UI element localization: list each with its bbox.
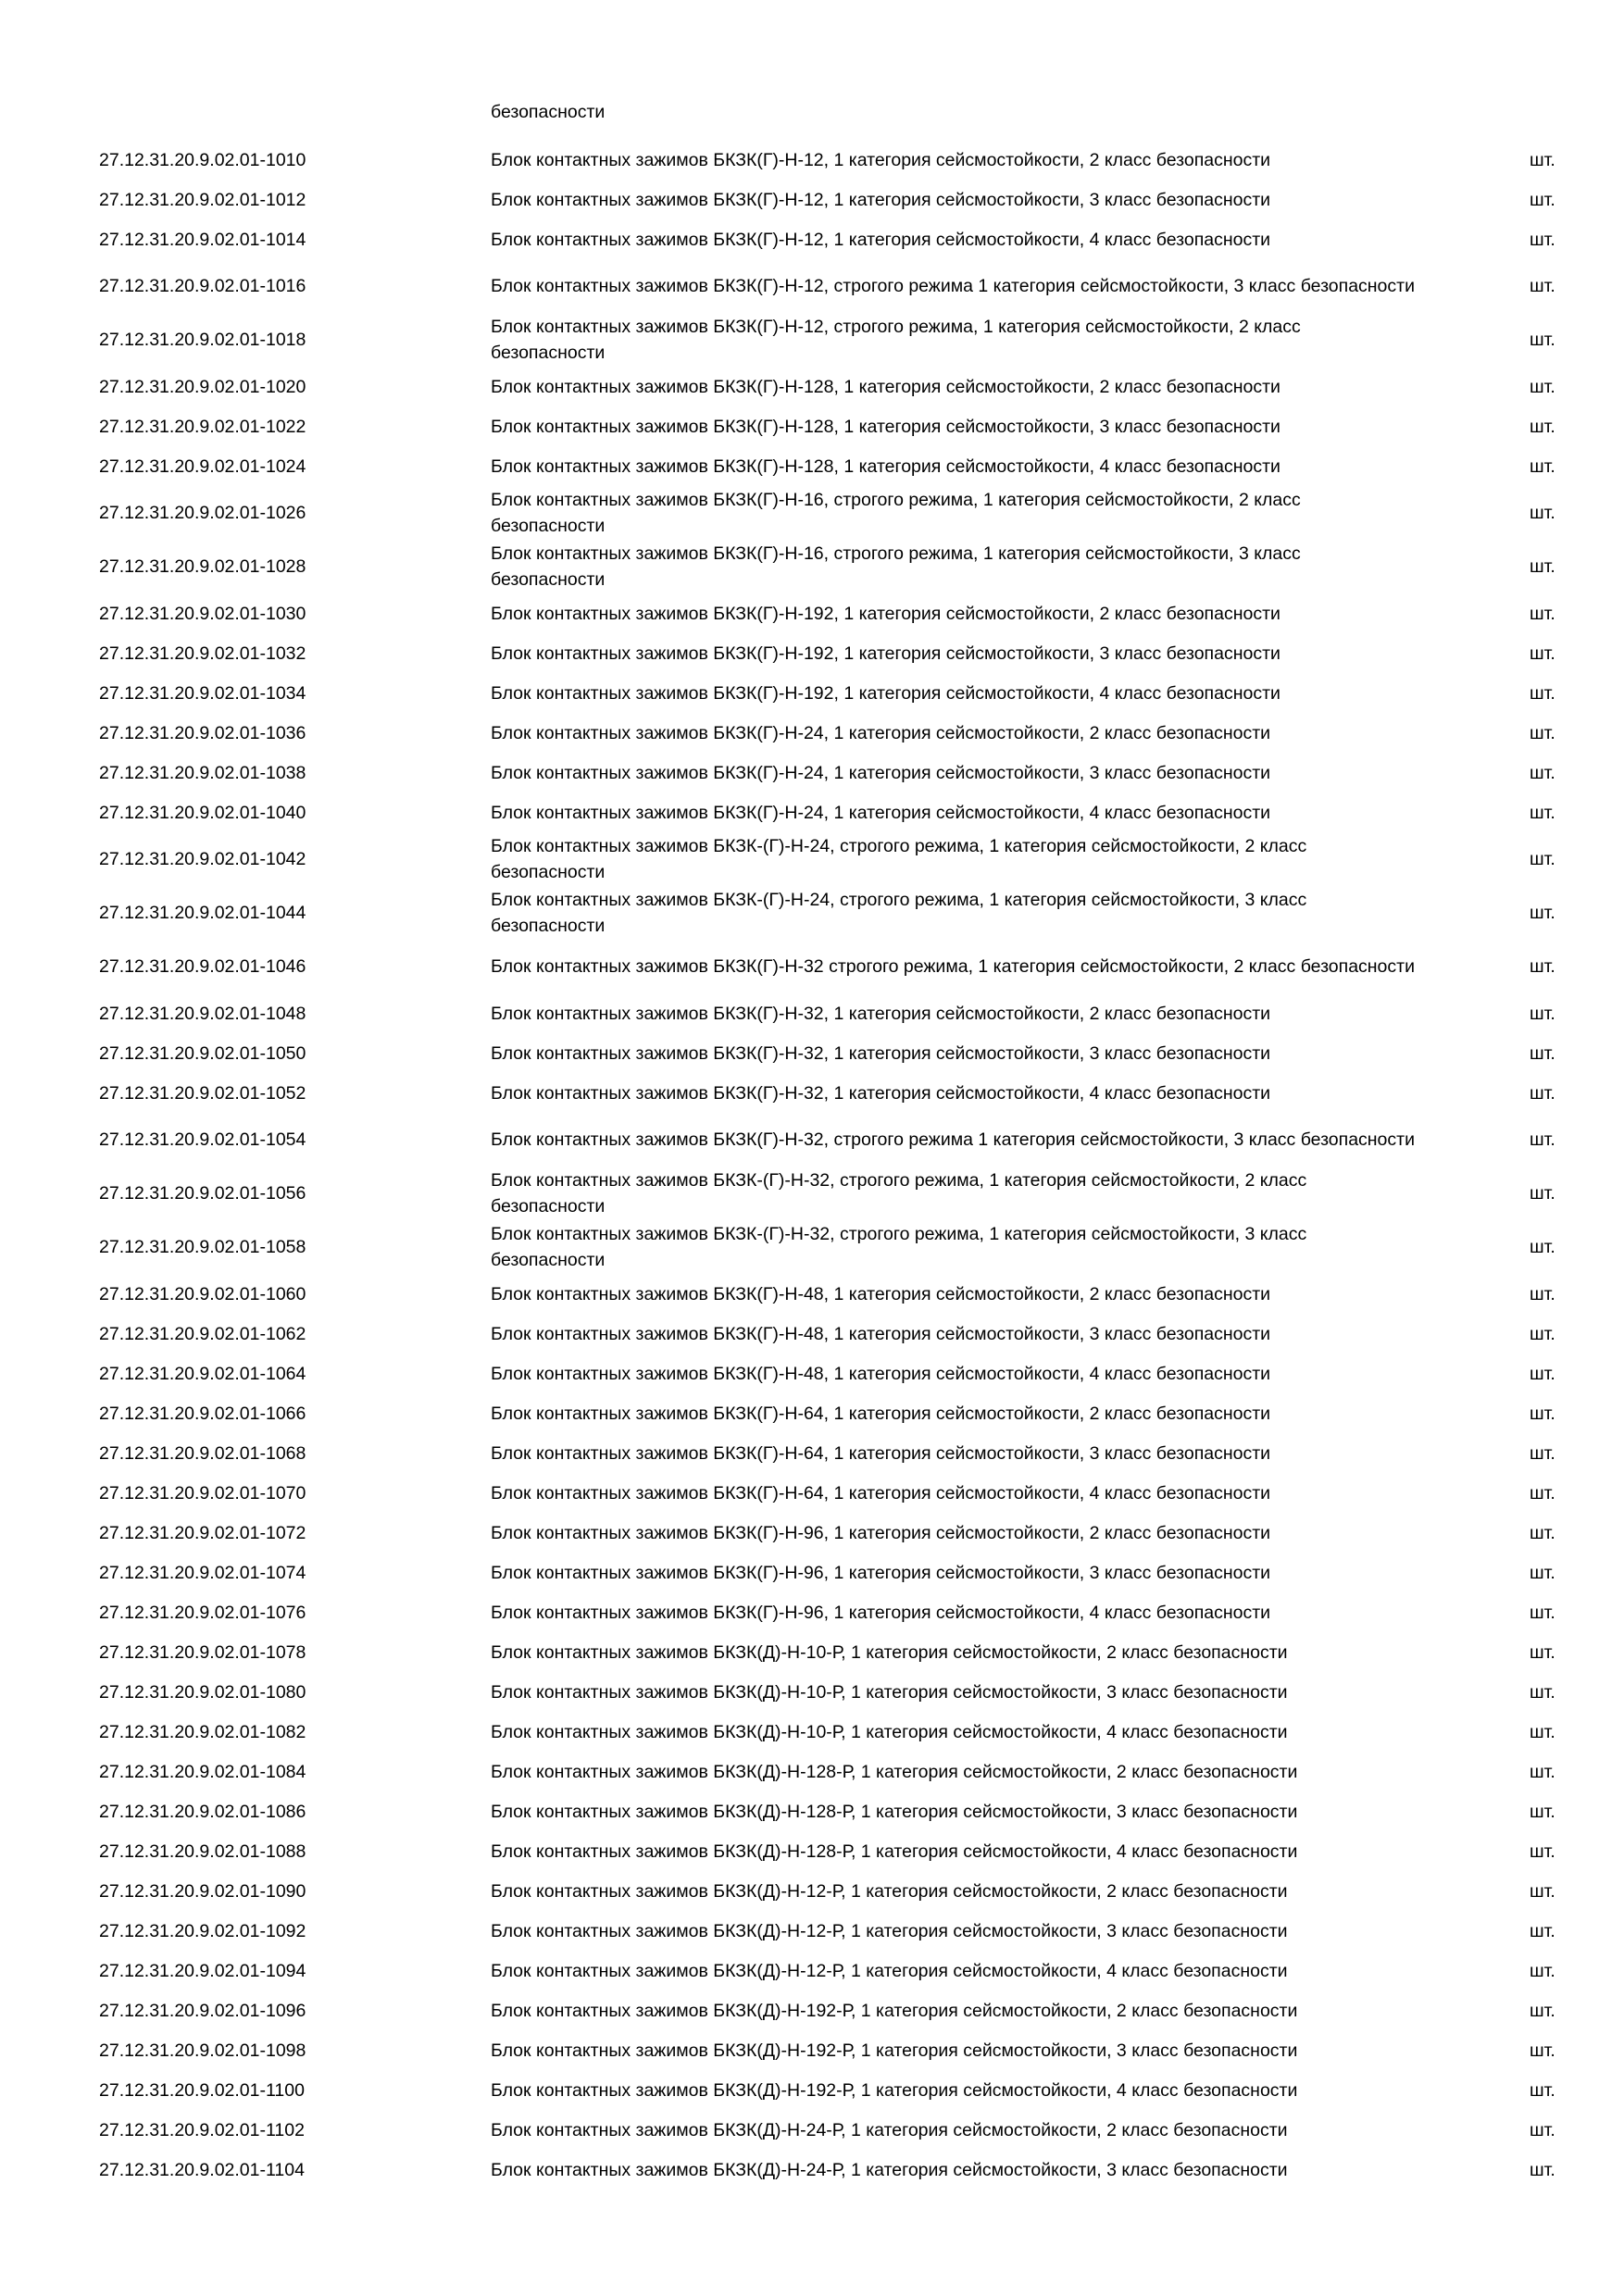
row-code: 27.12.31.20.9.02.01-1098 — [99, 2040, 306, 2061]
row-name: Блок контактных зажимов БКЗК(Г)-Н-96, 1 категория сейсмостойкости, 2 класс безопасности — [491, 1522, 1271, 1543]
row-name: Блок контактных зажимов БКЗК(Г)-Н-12, 1 категория сейсмостойкости, 2 класс безопасности — [491, 149, 1271, 170]
row-name: Блок контактных зажимов БКЗК(Г)-Н-24, 1 категория сейсмостойкости, 2 класс безопасности — [491, 722, 1271, 743]
table-row — [0, 219, 1624, 259]
row-unit: шт. — [1530, 1283, 1555, 1304]
table-row — [0, 673, 1624, 713]
row-name: Блок контактных зажимов БКЗК-(Г)-Н-32, строгого режима, 1 категория сейсмостойкости, 3 класс безопасности — [491, 1224, 1307, 1270]
row-code: 27.12.31.20.9.02.01-1072 — [99, 1522, 306, 1543]
row-unit: шт. — [1530, 2119, 1555, 2140]
row-name: Блок контактных зажимов БКЗК(Д)-Н-24-Р, 1 категория сейсмостойкости, 3 класс безопасности — [491, 2159, 1288, 2180]
row-name: Блок контактных зажимов БКЗК(Г)-Н-32, 1 категория сейсмостойкости, 3 класс безопасности — [491, 1042, 1271, 1064]
row-name: Блок контактных зажимов БКЗК(Г)-Н-12, 1 категория сейсмостойкости, 4 класс безопасности — [491, 229, 1271, 250]
row-name: Блок контактных зажимов БКЗК(Г)-Н-64, 1 категория сейсмостойкости, 2 класс безопасности — [491, 1403, 1271, 1424]
row-unit: шт. — [1530, 1562, 1555, 1583]
row-code: 27.12.31.20.9.02.01-1104 — [99, 2159, 305, 2180]
row-unit: шт. — [1530, 1761, 1555, 1782]
row-name: Блок контактных зажимов БКЗК(Г)-Н-48, 1 категория сейсмостойкости, 4 класс безопасности — [491, 1363, 1271, 1384]
row-code: 27.12.31.20.9.02.01-1050 — [99, 1042, 306, 1064]
row-code: 27.12.31.20.9.02.01-1010 — [99, 149, 306, 170]
row-unit: шт. — [1530, 1003, 1555, 1024]
table-row — [0, 1951, 1624, 1990]
table-row — [0, 832, 1624, 886]
row-name: Блок контактных зажимов БКЗК(Г)-Н-96, 1 категория сейсмостойкости, 4 класс безопасности — [491, 1602, 1271, 1623]
row-name: Блок контактных зажимов БКЗК(Д)-Н-10-Р, 1 категория сейсмостойкости, 4 класс безопасности — [491, 1721, 1288, 1742]
price-table — [0, 140, 1624, 2190]
row-unit: шт. — [1530, 1960, 1555, 1981]
table-row — [0, 1393, 1624, 1433]
row-name: Блок контактных зажимов БКЗК(Г)-Н-32 строгого режима, 1 категория сейсмостойкости, 2 класс безопасности — [491, 956, 1415, 977]
row-code: 27.12.31.20.9.02.01-1084 — [99, 1761, 306, 1782]
row-name: Блок контактных зажимов БКЗК(Г)-Н-16, строгого режима, 1 категория сейсмостойкости, 2 класс безопасности — [491, 490, 1301, 536]
row-name: Блок контактных зажимов БКЗК(Д)-Н-192-Р, 1 категория сейсмостойкости, 4 класс безопасности — [491, 2079, 1298, 2101]
row-name: Блок контактных зажимов БКЗК(Д)-Н-12-Р, 1 категория сейсмостойкости, 4 класс безопасности — [491, 1960, 1288, 1981]
row-code: 27.12.31.20.9.02.01-1090 — [99, 1880, 306, 1902]
row-name: Блок контактных зажимов БКЗК(Г)-Н-64, 1 категория сейсмостойкости, 4 класс безопасности — [491, 1482, 1271, 1504]
row-code: 27.12.31.20.9.02.01-1034 — [99, 682, 306, 704]
table-row — [0, 1073, 1624, 1113]
row-name: Блок контактных зажимов БКЗК(Д)-Н-192-Р, 1 категория сейсмостойкости, 2 класс безопасности — [491, 2000, 1298, 2021]
row-code: 27.12.31.20.9.02.01-1022 — [99, 416, 306, 437]
row-name: Блок контактных зажимов БКЗК-(Г)-Н-32, строгого режима, 1 категория сейсмостойкости, 2 класс безопасности — [491, 1170, 1307, 1217]
table-row — [0, 1791, 1624, 1831]
row-unit: шт. — [1530, 1363, 1555, 1384]
table-row — [0, 633, 1624, 673]
table-row — [0, 792, 1624, 832]
row-code: 27.12.31.20.9.02.01-1030 — [99, 603, 306, 624]
row-name: Блок контактных зажимов БКЗК(Г)-Н-32, 1 категория сейсмостойкости, 2 класс безопасности — [491, 1003, 1271, 1024]
row-name: Блок контактных зажимов БКЗК(Д)-Н-10-Р, 1 категория сейсмостойкости, 3 класс безопасности — [491, 1681, 1288, 1703]
row-unit: шт. — [1530, 455, 1555, 477]
row-name: Блок контактных зажимов БКЗК(Г)-Н-48, 1 категория сейсмостойкости, 3 класс безопасности — [491, 1323, 1271, 1344]
row-unit: шт. — [1530, 956, 1555, 977]
table-row — [0, 1354, 1624, 1393]
row-code: 27.12.31.20.9.02.01-1062 — [99, 1323, 306, 1344]
table-row — [0, 406, 1624, 446]
row-unit: шт. — [1530, 1721, 1555, 1742]
row-unit: шт. — [1530, 849, 1555, 869]
row-name: Блок контактных зажимов БКЗК(Д)-Н-12-Р, 1 категория сейсмостойкости, 3 класс безопасности — [491, 1920, 1288, 1941]
row-name: Блок контактных зажимов БКЗК(Г)-Н-192, 1 категория сейсмостойкости, 3 класс безопасности — [491, 643, 1280, 664]
row-code: 27.12.31.20.9.02.01-1068 — [99, 1442, 306, 1464]
row-name: Блок контактных зажимов БКЗК-(Г)-Н-24, строгого режима, 1 категория сейсмостойкости, 3 класс безопасности — [491, 890, 1307, 936]
row-code: 27.12.31.20.9.02.01-1096 — [99, 2000, 306, 2021]
row-code: 27.12.31.20.9.02.01-1094 — [99, 1960, 306, 1981]
table-row — [0, 1672, 1624, 1712]
row-name: Блок контактных зажимов БКЗК(Г)-Н-32, 1 категория сейсмостойкости, 4 класс безопасности — [491, 1082, 1271, 1104]
row-unit: шт. — [1530, 1522, 1555, 1543]
table-row — [0, 446, 1624, 486]
row-unit: шт. — [1530, 1602, 1555, 1623]
row-name: Блок контактных зажимов БКЗК(Д)-Н-24-Р, 1 категория сейсмостойкости, 2 класс безопасности — [491, 2119, 1288, 2140]
table-row — [0, 180, 1624, 219]
table-row — [0, 2070, 1624, 2110]
row-code: 27.12.31.20.9.02.01-1042 — [99, 849, 306, 869]
table-row — [0, 367, 1624, 406]
row-unit: шт. — [1530, 903, 1555, 923]
row-code: 27.12.31.20.9.02.01-1018 — [99, 330, 306, 350]
row-unit: шт. — [1530, 503, 1555, 523]
row-name: Блок контактных зажимов БКЗК(Д)-Н-12-Р, 1 категория сейсмостойкости, 2 класс безопасности — [491, 1880, 1288, 1902]
row-code: 27.12.31.20.9.02.01-1046 — [99, 956, 306, 977]
row-code: 27.12.31.20.9.02.01-1078 — [99, 1641, 306, 1663]
row-unit: шт. — [1530, 2159, 1555, 2180]
row-code: 27.12.31.20.9.02.01-1044 — [99, 903, 306, 923]
row-name: Блок контактных зажимов БКЗК(Г)-Н-12, строгого режима, 1 категория сейсмостойкости, 2 класс безопасности — [491, 317, 1301, 363]
table-row — [0, 940, 1624, 993]
table-row — [0, 2150, 1624, 2190]
row-code: 27.12.31.20.9.02.01-1012 — [99, 189, 306, 210]
row-name: Блок контактных зажимов БКЗК(Д)-Н-128-Р, 1 категория сейсмостойкости, 2 класс безопасности — [491, 1761, 1298, 1782]
row-unit: шт. — [1530, 1482, 1555, 1504]
table-row — [0, 1712, 1624, 1752]
row-unit: шт. — [1530, 1641, 1555, 1663]
row-code: 27.12.31.20.9.02.01-1080 — [99, 1681, 306, 1703]
row-code: 27.12.31.20.9.02.01-1064 — [99, 1363, 306, 1384]
row-name: Блок контактных зажимов БКЗК(Г)-Н-128, 1 категория сейсмостойкости, 2 класс безопасности — [491, 376, 1280, 397]
row-unit: шт. — [1530, 1681, 1555, 1703]
table-row — [0, 1113, 1624, 1167]
row-unit: шт. — [1530, 1237, 1555, 1257]
table-row — [0, 1033, 1624, 1073]
row-unit: шт. — [1530, 2040, 1555, 2061]
row-code: 27.12.31.20.9.02.01-1040 — [99, 802, 306, 823]
table-row — [0, 1274, 1624, 1314]
row-code: 27.12.31.20.9.02.01-1100 — [99, 2079, 305, 2101]
row-code: 27.12.31.20.9.02.01-1058 — [99, 1237, 306, 1257]
row-unit: шт. — [1530, 1129, 1555, 1150]
table-row — [0, 993, 1624, 1033]
row-code: 27.12.31.20.9.02.01-1074 — [99, 1562, 306, 1583]
row-unit: шт. — [1530, 643, 1555, 664]
row-name: Блок контактных зажимов БКЗК(Г)-Н-192, 1 категория сейсмостойкости, 2 класс безопасности — [491, 603, 1280, 624]
row-unit: шт. — [1530, 2000, 1555, 2021]
row-unit: шт. — [1530, 1323, 1555, 1344]
row-unit: шт. — [1530, 1920, 1555, 1941]
row-code: 27.12.31.20.9.02.01-1088 — [99, 1841, 306, 1862]
row-code: 27.12.31.20.9.02.01-1032 — [99, 643, 306, 664]
table-row — [0, 2110, 1624, 2150]
table-row — [0, 140, 1624, 180]
row-code: 27.12.31.20.9.02.01-1028 — [99, 556, 306, 577]
table-row — [0, 1911, 1624, 1951]
row-unit: шт. — [1530, 1841, 1555, 1862]
table-row — [0, 1473, 1624, 1513]
continued-text: безопасности — [491, 102, 606, 122]
row-unit: шт. — [1530, 1042, 1555, 1064]
row-code: 27.12.31.20.9.02.01-1076 — [99, 1602, 306, 1623]
row-code: 27.12.31.20.9.02.01-1066 — [99, 1403, 306, 1424]
row-code: 27.12.31.20.9.02.01-1052 — [99, 1082, 306, 1104]
table-row — [0, 259, 1624, 313]
row-name: Блок контактных зажимов БКЗК(Г)-Н-192, 1 категория сейсмостойкости, 4 класс безопасности — [491, 682, 1280, 704]
row-unit: шт. — [1530, 1880, 1555, 1902]
row-code: 27.12.31.20.9.02.01-1092 — [99, 1920, 306, 1941]
row-unit: шт. — [1530, 189, 1555, 210]
row-unit: шт. — [1530, 762, 1555, 783]
row-name: Блок контактных зажимов БКЗК(Д)-Н-128-Р, 1 категория сейсмостойкости, 3 класс безопасности — [491, 1801, 1298, 1822]
row-name: Блок контактных зажимов БКЗК(Г)-Н-128, 1 категория сейсмостойкости, 4 класс безопасности — [491, 455, 1280, 477]
table-row — [0, 593, 1624, 633]
row-code: 27.12.31.20.9.02.01-1016 — [99, 276, 306, 296]
row-name: Блок контактных зажимов БКЗК-(Г)-Н-24, строгого режима, 1 категория сейсмостойкости, 2 класс безопасности — [491, 836, 1307, 882]
row-name: Блок контактных зажимов БКЗК(Г)-Н-16, строгого режима, 1 категория сейсмостойкости, 3 класс безопасности — [491, 543, 1301, 590]
row-name: Блок контактных зажимов БКЗК(Г)-Н-64, 1 категория сейсмостойкости, 3 класс безопасности — [491, 1442, 1271, 1464]
table-row — [0, 1220, 1624, 1274]
row-code: 27.12.31.20.9.02.01-1070 — [99, 1482, 306, 1504]
row-name: Блок контактных зажимов БКЗК(Г)-Н-24, 1 категория сейсмостойкости, 3 класс безопасности — [491, 762, 1271, 783]
row-name: Блок контактных зажимов БКЗК(Д)-Н-128-Р, 1 категория сейсмостойкости, 4 класс безопасности — [491, 1841, 1298, 1862]
row-unit: шт. — [1530, 229, 1555, 250]
row-code: 27.12.31.20.9.02.01-1024 — [99, 455, 306, 477]
table-row — [0, 1433, 1624, 1473]
row-code: 27.12.31.20.9.02.01-1020 — [99, 376, 306, 397]
row-unit: шт. — [1530, 330, 1555, 350]
table-row — [0, 1831, 1624, 1871]
table-row — [0, 713, 1624, 753]
row-name: Блок контактных зажимов БКЗК(Г)-Н-96, 1 категория сейсмостойкости, 3 класс безопасности — [491, 1562, 1271, 1583]
table-row — [0, 1167, 1624, 1220]
row-code: 27.12.31.20.9.02.01-1086 — [99, 1801, 306, 1822]
row-unit: шт. — [1530, 802, 1555, 823]
row-code: 27.12.31.20.9.02.01-1048 — [99, 1003, 306, 1024]
table-row — [0, 886, 1624, 940]
row-name: Блок контактных зажимов БКЗК(Г)-Н-12, 1 категория сейсмостойкости, 3 класс безопасности — [491, 189, 1271, 210]
table-row — [0, 753, 1624, 792]
table-row — [0, 1553, 1624, 1592]
row-code: 27.12.31.20.9.02.01-1082 — [99, 1721, 306, 1742]
table-row — [0, 1871, 1624, 1911]
row-unit: шт. — [1530, 376, 1555, 397]
table-row — [0, 1592, 1624, 1632]
row-unit: шт. — [1530, 1183, 1555, 1204]
row-code: 27.12.31.20.9.02.01-1054 — [99, 1129, 306, 1150]
row-code: 27.12.31.20.9.02.01-1026 — [99, 503, 306, 523]
table-row — [0, 313, 1624, 367]
table-row — [0, 1314, 1624, 1354]
row-name: Блок контактных зажимов БКЗК(Д)-Н-192-Р, 1 категория сейсмостойкости, 3 класс безопасности — [491, 2040, 1298, 2061]
row-code: 27.12.31.20.9.02.01-1038 — [99, 762, 306, 783]
row-unit: шт. — [1530, 556, 1555, 577]
row-name: Блок контактных зажимов БКЗК(Д)-Н-10-Р, 1 категория сейсмостойкости, 2 класс безопасности — [491, 1641, 1288, 1663]
row-code: 27.12.31.20.9.02.01-1102 — [99, 2119, 305, 2140]
row-name: Блок контактных зажимов БКЗК(Г)-Н-48, 1 категория сейсмостойкости, 2 класс безопасности — [491, 1283, 1271, 1304]
row-unit: шт. — [1530, 1082, 1555, 1104]
row-code: 27.12.31.20.9.02.01-1056 — [99, 1183, 306, 1204]
table-row — [0, 1990, 1624, 2030]
row-unit: шт. — [1530, 1801, 1555, 1822]
row-name: Блок контактных зажимов БКЗК(Г)-Н-128, 1 категория сейсмостойкости, 3 класс безопасности — [491, 416, 1280, 437]
row-unit: шт. — [1530, 149, 1555, 170]
row-unit: шт. — [1530, 603, 1555, 624]
table-row — [0, 1513, 1624, 1553]
row-code: 27.12.31.20.9.02.01-1036 — [99, 722, 306, 743]
row-code: 27.12.31.20.9.02.01-1060 — [99, 1283, 306, 1304]
table-row — [0, 2030, 1624, 2070]
row-unit: шт. — [1530, 276, 1555, 296]
row-unit: шт. — [1530, 682, 1555, 704]
row-name: Блок контактных зажимов БКЗК(Г)-Н-32, строгого режима 1 категория сейсмостойкости, 3 класс безопасности — [491, 1129, 1415, 1150]
row-code: 27.12.31.20.9.02.01-1014 — [99, 229, 306, 250]
table-row — [0, 1632, 1624, 1672]
row-unit: шт. — [1530, 1442, 1555, 1464]
row-unit: шт. — [1530, 722, 1555, 743]
table-row — [0, 1752, 1624, 1791]
table-row — [0, 540, 1624, 593]
row-unit: шт. — [1530, 2079, 1555, 2101]
table-row — [0, 486, 1624, 540]
row-name: Блок контактных зажимов БКЗК(Г)-Н-12, строгого режима 1 категория сейсмостойкости, 3 класс безопасности — [491, 276, 1415, 296]
row-unit: шт. — [1530, 416, 1555, 437]
row-unit: шт. — [1530, 1403, 1555, 1424]
row-name: Блок контактных зажимов БКЗК(Г)-Н-24, 1 категория сейсмостойкости, 4 класс безопасности — [491, 802, 1271, 823]
